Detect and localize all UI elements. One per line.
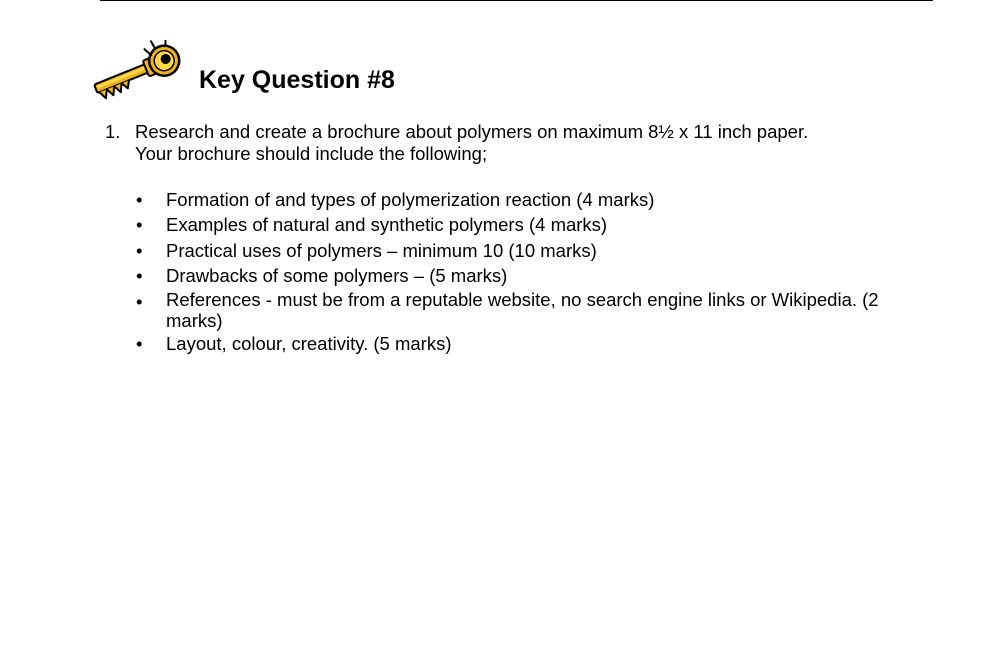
question-1	[105, 121, 925, 356]
bullet-icon: •	[136, 332, 143, 354]
key-icon	[86, 40, 186, 102]
top-rule	[100, 0, 933, 1]
list-item	[136, 288, 886, 331]
bullet-icon: •	[136, 214, 143, 236]
question-line-1: Research and create a brochure about polymers on maximum 8½ x 11 inch paper.	[135, 121, 809, 142]
bullet-icon: •	[136, 239, 143, 261]
list-item-text: Formation of and types of polymerization reaction (4 marks)	[166, 189, 655, 210]
list-item-text: Examples of natural and synthetic polymers (4 marks)	[166, 214, 608, 236]
list-item-text: Practical uses of polymers – minimum 10 (10 marks)	[166, 239, 597, 261]
bullet-icon: •	[136, 265, 143, 287]
page-title: Key Question #8	[199, 66, 395, 94]
list-item	[136, 187, 925, 212]
list-item-text: Drawbacks of some polymers – (5 marks)	[166, 265, 508, 287]
list-item	[136, 331, 925, 356]
question-text	[135, 121, 925, 165]
list-item	[136, 238, 925, 263]
bullet-icon: •	[136, 290, 143, 312]
list-item-text: Layout, colour, creativity. (5 marks)	[166, 332, 452, 354]
question-number: 1.	[105, 121, 121, 142]
question-line-2: Your brochure should include the following;	[135, 143, 488, 164]
requirements-list	[105, 187, 925, 356]
bullet-icon: •	[136, 189, 143, 210]
list-item	[136, 212, 925, 237]
list-item	[136, 263, 925, 288]
list-item-text: References - must be from a reputable website, no search engine links or Wikipedia. (2 marks)	[166, 288, 879, 331]
